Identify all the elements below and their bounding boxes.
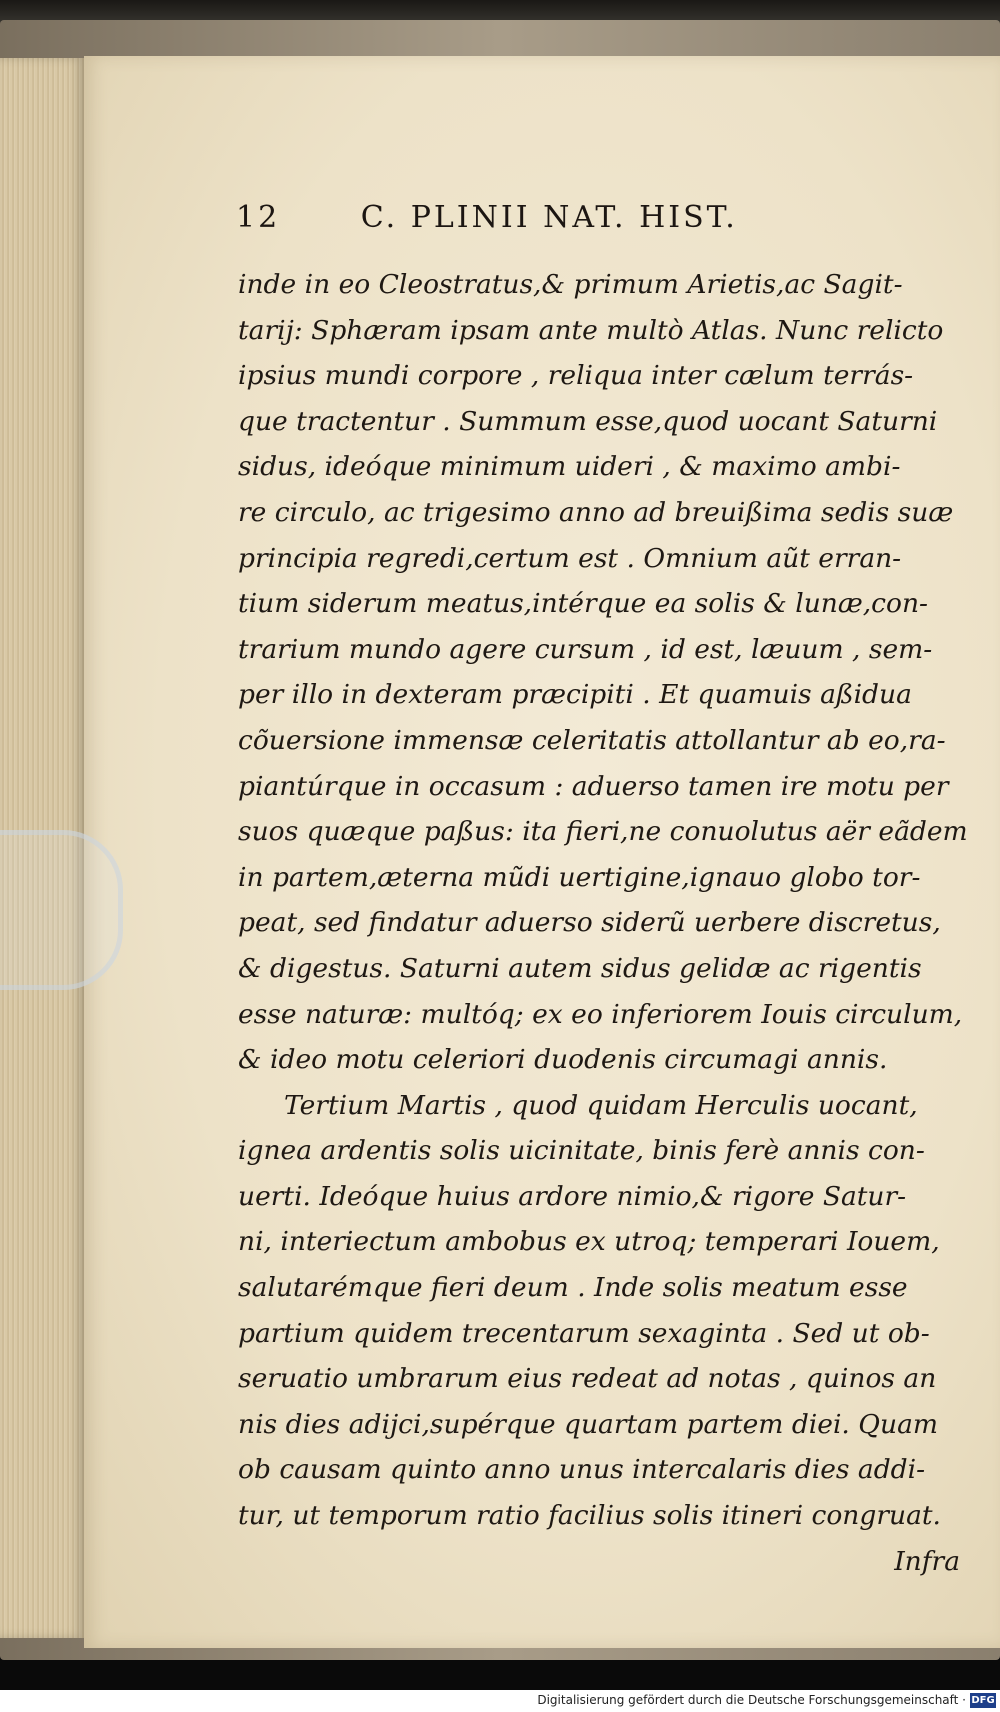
digitization-note: Digitalisierung gefördert durch die Deutsche Forschungsgemeinschaft ·	[537, 1693, 966, 1707]
text-line: in partem,æterna mũdi uertigine,ignauo globo tor-	[238, 861, 921, 893]
text-line: tur, ut temporum ratio facilius solis itineri congruat.	[238, 1500, 941, 1532]
paragraph-start-line: Tertium Martis , quod quidam Herculis uocant,	[284, 1089, 918, 1121]
text-line: principia regredi,certum est . Omnium aũt erran-	[238, 542, 902, 574]
catchword: Infra	[894, 1545, 960, 1577]
text-line: esse naturæ: multóq; ex eo inferiorem Iouis circulum,	[238, 998, 963, 1030]
page-number: 12	[236, 200, 281, 235]
text-line: ipsius mundi corpore , reliqua inter cælum terrás-	[238, 360, 914, 392]
text-line: & ideo motu celeriori duodenis circumagi annis.	[238, 1044, 888, 1076]
text-line: cõuersione immensæ celeritatis attollantur ab eo,ra-	[238, 724, 946, 756]
text-line: tium siderum meatus,intérque ea solis & lunæ,con-	[238, 588, 928, 620]
running-header	[236, 200, 836, 246]
text-line: peat, sed findatur aduerso siderũ uerbere discretus,	[238, 907, 941, 939]
page-holder-clip	[0, 830, 123, 990]
text-line: suos quæque paßus: ita fieri,ne conuolutus aër eãdem	[238, 816, 968, 848]
text-line: re circulo, ac trigesimo anno ad breuißima sedis suæ	[238, 496, 954, 528]
digitization-footer	[0, 1690, 1000, 1712]
text-line: piantúrque in occasum : aduerso tamen ire motu per	[238, 770, 949, 802]
text-line: ignea ardentis solis uicinitate, binis ferè annis con-	[238, 1135, 925, 1167]
text-line: per illo in dexteram præcipiti . Et quamuis aßidua	[238, 679, 912, 711]
text-line: ob causam quinto anno unus intercalaris dies addi-	[238, 1454, 926, 1486]
body-text	[238, 262, 968, 1584]
text-line: inde in eo Cleostratus,& primum Arietis,ac Sagit-	[238, 269, 903, 300]
text-line: que tractentur . Summum esse,quod uocant Saturni	[238, 405, 938, 437]
running-title: C. PLINII NAT. HIST.	[360, 200, 738, 235]
text-line: trarium mundo agere cursum , id est, læuum , sem-	[238, 633, 933, 665]
text-line: nis dies adijci,supérque quartam partem diei. Quam	[238, 1408, 938, 1440]
text-line: seruatio umbrarum eius redeat ad notas , quinos an	[238, 1363, 937, 1395]
text-line: ni, interiectum ambobus ex utroq; temperari Iouem,	[238, 1226, 940, 1258]
dfg-logo: DFG	[971, 1695, 995, 1706]
text-line: & digestus. Saturni autem sidus gelidæ ac rigentis	[238, 952, 922, 984]
text-line: salutarémque fieri deum . Inde solis meatum esse	[238, 1272, 908, 1304]
text-line: uerti. Ideóque huius ardore nimio,& rigore Satur-	[238, 1180, 907, 1212]
text-line: sidus, ideóque minimum uideri , & maximo ambi-	[238, 451, 901, 483]
text-line: partium quidem trecentarum sexaginta . Sed ut ob-	[238, 1317, 930, 1349]
text-line: tarij: Sphæram ipsam ante multò Atlas. Nunc relicto	[238, 314, 944, 346]
